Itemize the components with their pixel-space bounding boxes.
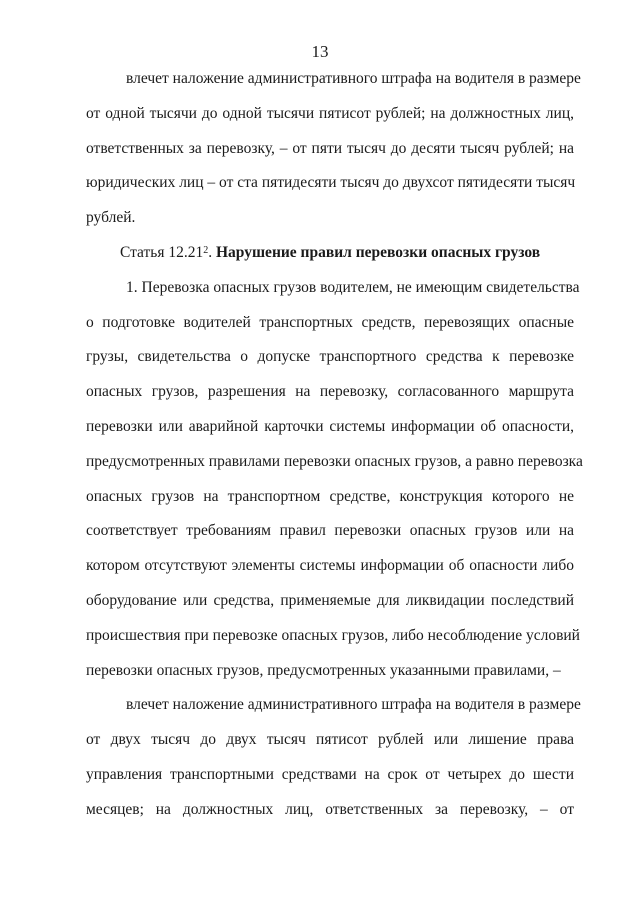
paragraph-3-line: месяцев; на должностных лиц, ответственных за перевозку, – от: [86, 800, 574, 818]
paragraph-2-line: перевозки опасных грузов, предусмотренных указанными правилами, –: [86, 661, 561, 679]
paragraph-3-line: управления транспортными средствами на срок от четырех до шести: [86, 765, 574, 783]
paragraph-1-line: от одной тысячи до одной тысячи пятисот рублей; на должностных лиц,: [86, 104, 574, 122]
article-dot: .: [208, 243, 213, 261]
paragraph-2-line: грузы, свидетельства о допуске транспортного средства к перевозке: [86, 348, 574, 366]
paragraph-3-line: влечет наложение административного штрафа на водителя в размере: [126, 696, 581, 714]
paragraph-2-line: 1. Перевозка опасных грузов водителем, не имеющим свидетельства: [126, 278, 580, 296]
paragraph-2-line: предусмотренных правилами перевозки опасных грузов, а равно перевозка: [86, 452, 583, 470]
document-body: [86, 62, 583, 828]
paragraph-2-line: опасных грузов на транспортном средстве, конструкция которого не: [86, 487, 574, 505]
paragraph-2-line: происшествия при перевозке опасных грузов, либо несоблюдение условий: [86, 626, 580, 644]
paragraph-1-line: влечет наложение административного штрафа на водителя в размере: [126, 70, 581, 87]
paragraph-3-line: от двух тысяч до двух тысяч пятисот рублей или лишение права: [86, 731, 574, 749]
paragraph-2-line: опасных грузов, разрешения на перевозку, согласованного маршрута: [86, 383, 574, 401]
page-number: 13: [311, 42, 329, 61]
article-superscript: 2: [203, 244, 209, 256]
paragraph-2-line: перевозки или аварийной карточки системы информации об опасности,: [86, 417, 574, 435]
article-number: Статья 12.21: [119, 243, 204, 261]
paragraph-1-line: рублей.: [86, 209, 136, 227]
paragraph-2-line: о подготовке водителей транспортных средств, перевозящих опасные: [86, 313, 574, 331]
paragraph-2-line: соответствует требованиям правил перевозки опасных грузов или на: [86, 522, 574, 540]
paragraph-1-line: ответственных за перевозку, – от пяти тысяч до десяти тысяч рублей; на: [86, 139, 574, 157]
paragraph-2-line: оборудование или средства, применяемые для ликвидации последствий: [86, 591, 574, 609]
paragraph-1-line: юридических лиц – от ста пятидесяти тысяч до двухсот пятидесяти тысяч: [86, 174, 576, 192]
paragraph-2-line: котором отсутствуют элементы системы информации об опасности либо: [86, 557, 574, 575]
article-heading: [86, 236, 574, 271]
article-title: Нарушение правил перевозки опасных грузов: [212, 243, 541, 261]
